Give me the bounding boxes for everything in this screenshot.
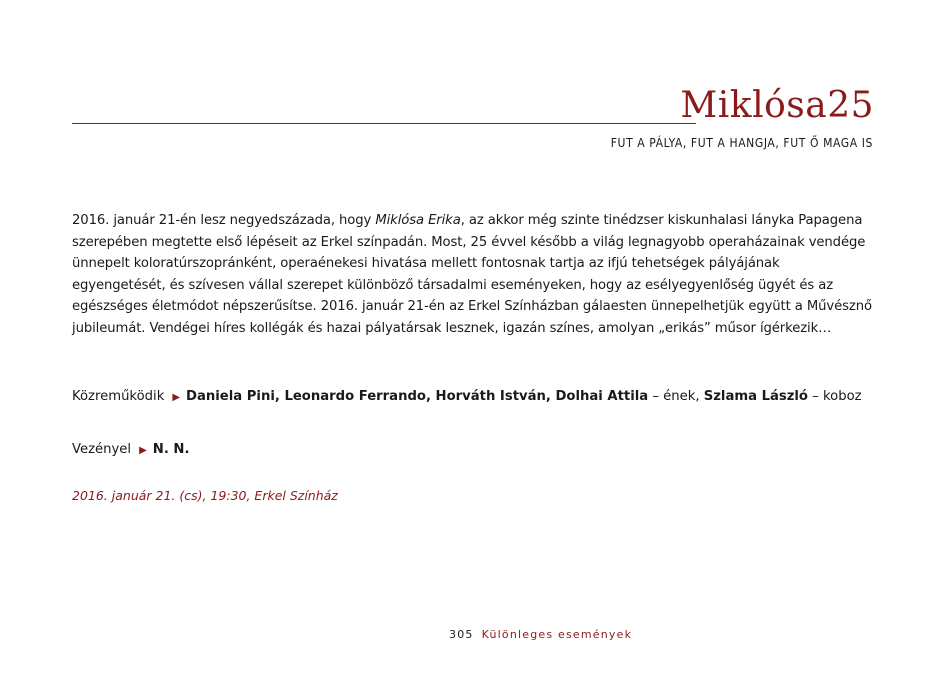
- title-rule: [72, 123, 696, 124]
- description-intro: 2016. január 21-én lesz negyedszázada, hogy: [72, 213, 376, 228]
- performers-role: – ének,: [648, 389, 704, 404]
- performers-label: Közreműködik: [72, 389, 165, 404]
- page-number: 305: [449, 628, 474, 641]
- page-subtitle: FUT A PÁLYA, FUT A HANGJA, FUT Ő MAGA IS: [610, 136, 873, 150]
- conductor-name: N. N.: [152, 442, 190, 457]
- conductor-line: [72, 440, 189, 461]
- event-datetime: 2016. január 21. (cs), 19:30, Erkel Színház: [72, 488, 338, 503]
- triangle-right-icon: ▶: [172, 392, 181, 403]
- description-rest: , az akkor még szinte tinédzser kiskunhalasi lányka Papagena szerepében megtette első lépéseit az Erkel színpadán. Most, 25 évvel később a világ legnagyobb operaházainak vendége ünnepelt koloratúrszopránként, operaénekesi hivatása mellett fontosnak tartja az ifjú tehetségek pályájának egyengetését, és szívesen vállal szerepet különböző társadalmi eseményeken, hogy az esélyegyenlőség ügyét és az egészséges életmódot népszerűsítse. 2016. január 21-én az Erkel Színházban gálaesten ünnepelhetjük együtt a Művésznő jubileumát. Vendégei híres kollégák és hazai pályatársak lesznek, igazán színes, amolyan „erikás” műsor ígérkezik…: [72, 213, 872, 336]
- section-name: Különleges események: [481, 628, 633, 641]
- performers-line: [72, 387, 862, 408]
- artist-name: Miklósa Erika: [375, 213, 461, 228]
- description-paragraph: [72, 210, 872, 340]
- conductor-label: Vezényel: [72, 442, 132, 457]
- page-title: Miklósa25: [680, 85, 874, 126]
- description-text: [72, 210, 872, 340]
- performer-koboz-name: Szlama László: [703, 389, 808, 404]
- performers-names: Daniela Pini, Leonardo Ferrando, Horváth István, Dolhai Attila: [186, 389, 649, 404]
- page-footer: [449, 628, 632, 641]
- performers-role-koboz: – koboz: [807, 389, 862, 404]
- triangle-right-icon: ▶: [139, 445, 147, 456]
